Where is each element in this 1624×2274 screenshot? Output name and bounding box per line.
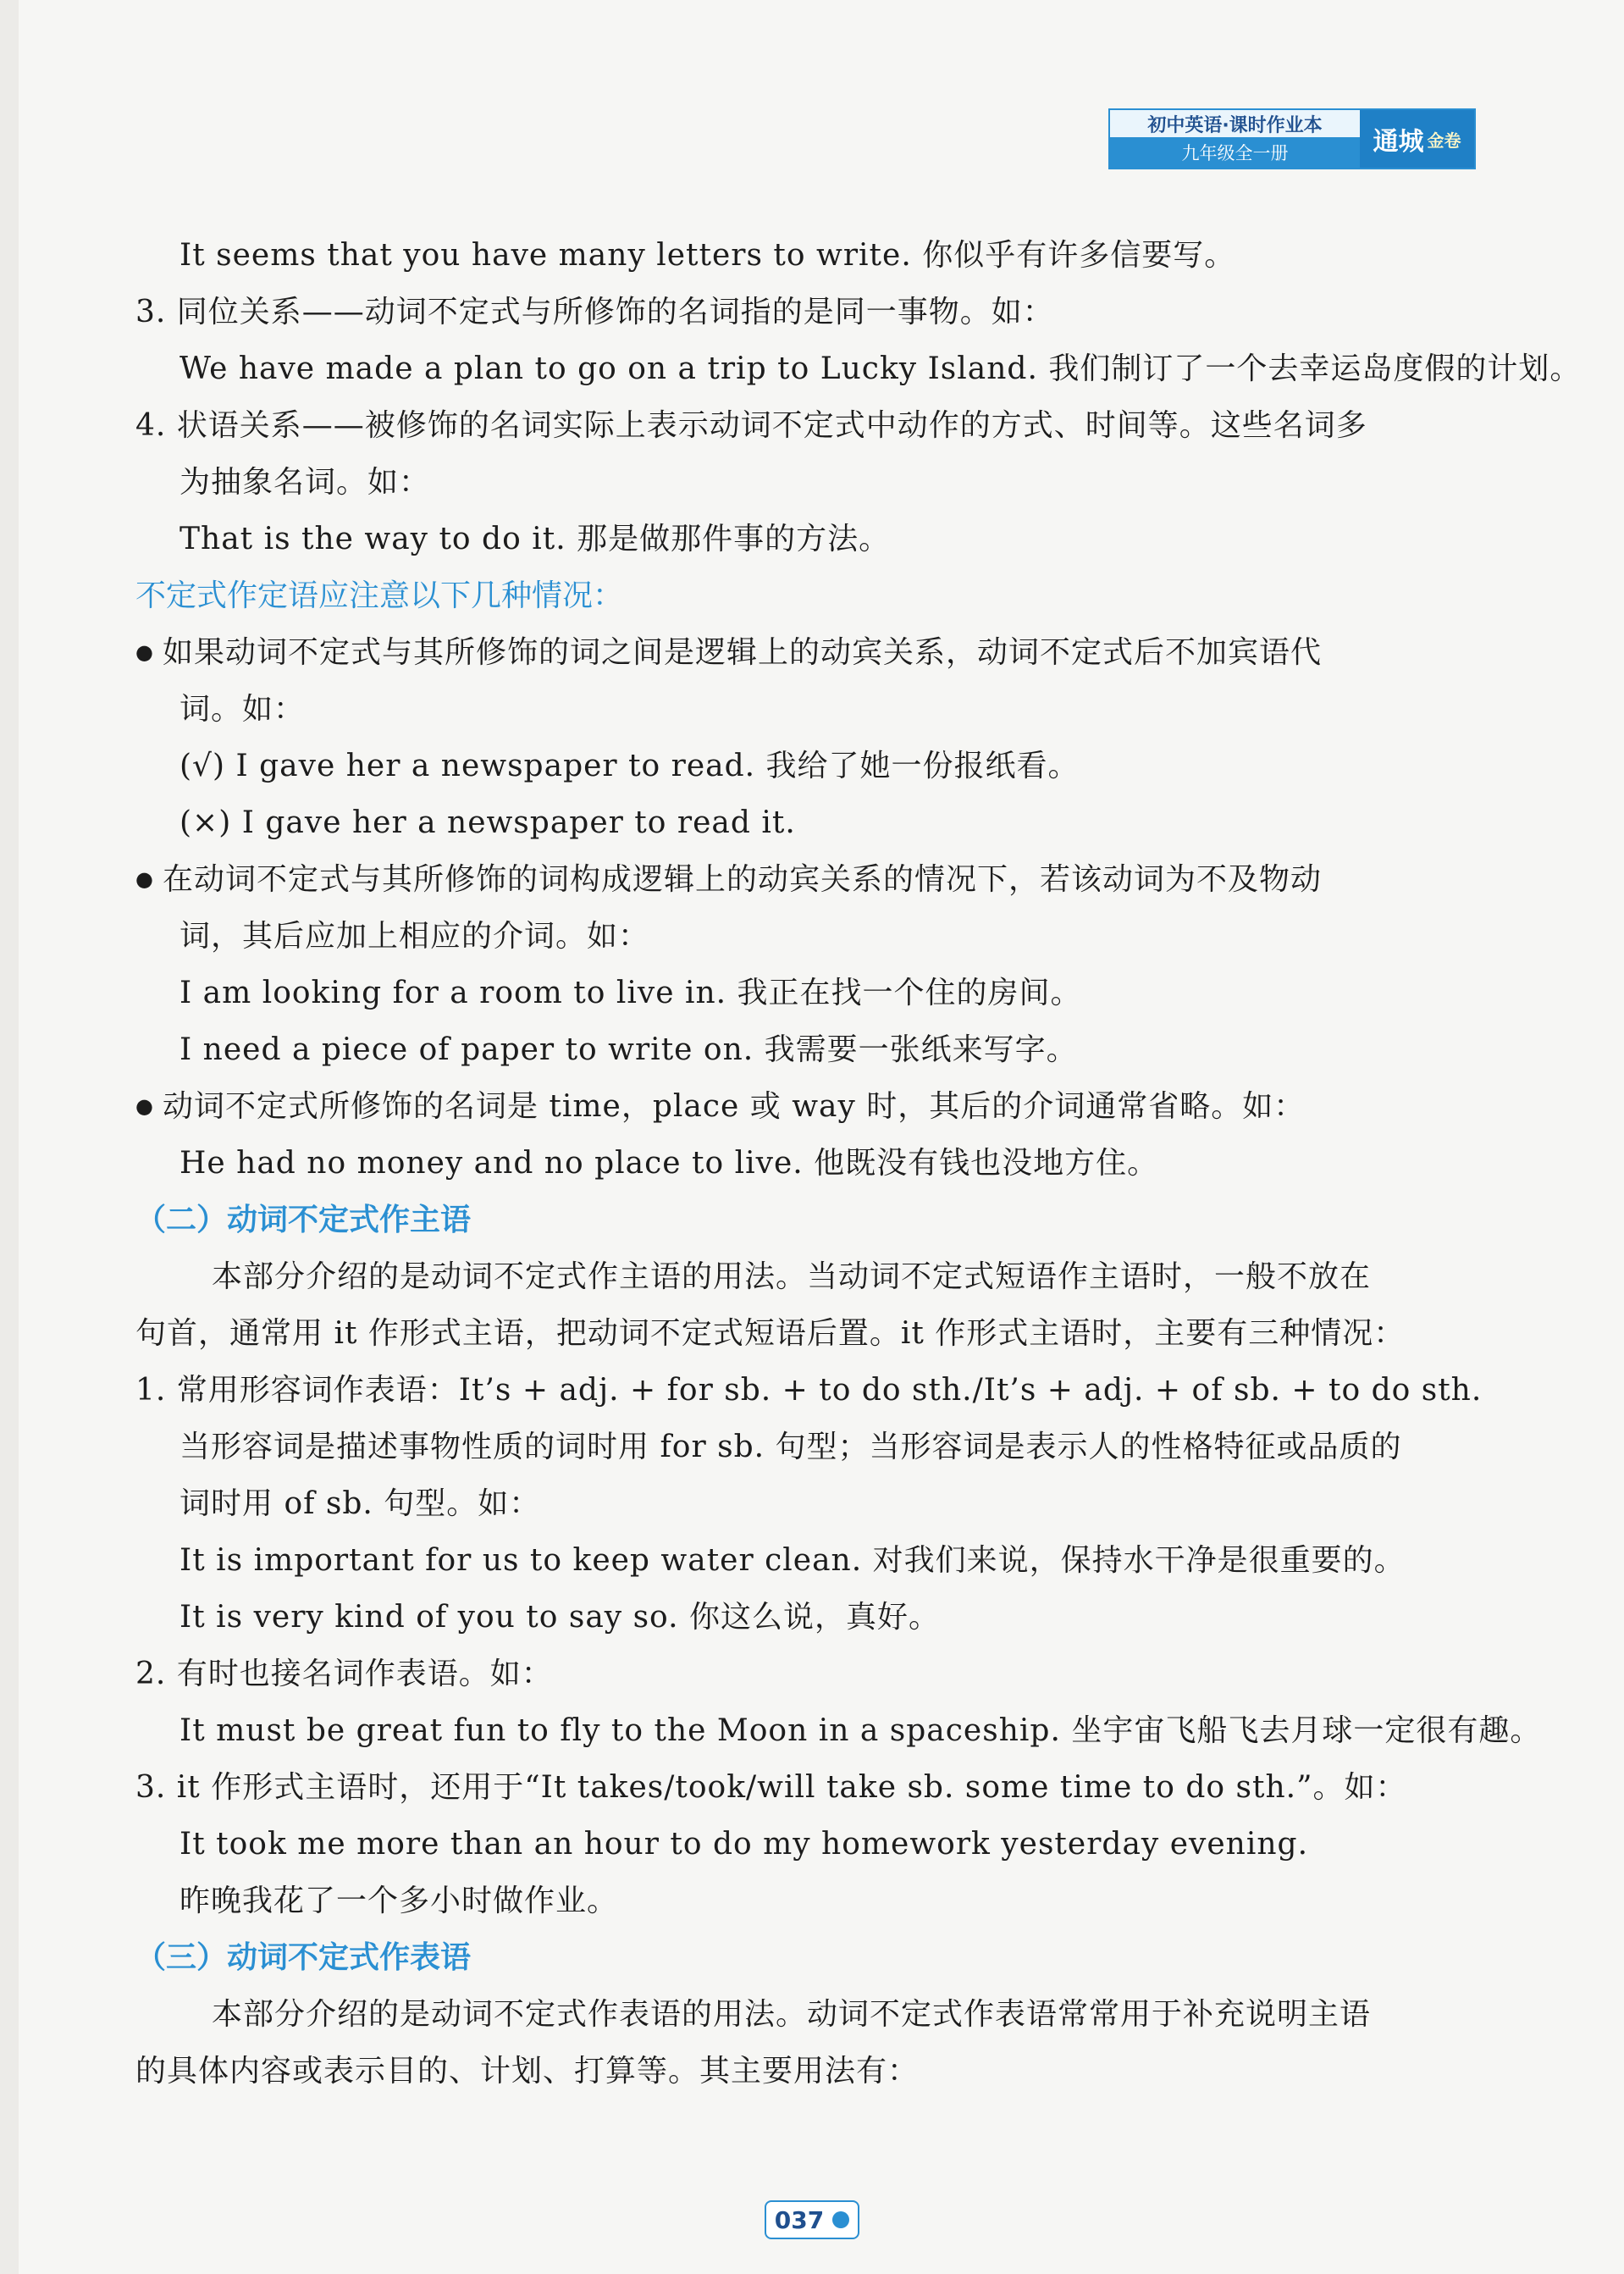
example-sentence: I am looking for a room to live in. 我正在找一个住的房间。 — [180, 976, 1082, 1010]
page-number: 037 — [765, 2200, 859, 2239]
example-wrong: (×) I gave her a newspaper to read it. — [180, 805, 796, 840]
brand-name: 通城 — [1373, 127, 1424, 157]
rule-continuation: 词时用 of sb. 句型。如： — [180, 1486, 541, 1521]
page-dot-icon — [832, 2211, 849, 2228]
example-sentence: He had no money and no place to live. 他既没有钱也没地方住。 — [180, 1146, 1159, 1181]
example-sentence: It is important for us to keep water clean. 对我们来说，保持水干净是很重要的。 — [180, 1543, 1406, 1578]
example-sentence: It must be great fun to fly to the Moon in a spaceship. 坐宇宙飞船飞去月球一定很有趣。 — [180, 1713, 1542, 1748]
example-sentence: It took me more than an hour to do my homework yesterday evening. — [180, 1827, 1309, 1862]
section-intro-continuation: 的具体内容或表示目的、计划、打算等。其主要用法有： — [135, 2054, 920, 2089]
section-heading-predicative: （三）动词不定式作表语 — [135, 1940, 472, 1975]
example-translation: 昨晚我花了一个多小时做作业。 — [180, 1884, 619, 1918]
brand-logo — [1360, 110, 1474, 168]
rule-item: 1. 常用形容词作表语：It’s + adj. + for sb. + to do sth./It’s + adj. + of sb. + to do sth. — [135, 1373, 1483, 1408]
page-body — [135, 227, 1582, 2100]
page-footer — [0, 2200, 1624, 2239]
section-intro-continuation: 句首，通常用 it 作形式主语，把动词不定式短语后置。it 作形式主语时，主要有三种情况： — [135, 1316, 1406, 1351]
rule-item: 3. it 作形式主语时，还用于“It takes/took/will take sb. some time to do sth.”。如： — [135, 1770, 1407, 1805]
bullet-continuation: 词，其后应加上相应的介词。如： — [180, 919, 650, 954]
rule-item: 2. 有时也接名词作表语。如： — [135, 1657, 553, 1691]
example-sentence: That is the way to do it. 那是做那件事的方法。 — [180, 522, 891, 556]
section-intro: 本部分介绍的是动词不定式作表语的用法。动词不定式作表语常常用于补充说明主语 — [212, 1997, 1372, 2032]
rule-continuation: 为抽象名词。如： — [180, 465, 431, 500]
brand-sub: 金卷 — [1427, 130, 1461, 151]
section-heading-subject: （二）动词不定式作主语 — [135, 1203, 472, 1237]
section-intro: 本部分介绍的是动词不定式作主语的用法。当动词不定式短语作主语时，一般不放在 — [212, 1259, 1372, 1294]
rule-item: 4. 状语关系——被修饰的名词实际上表示动词不定式中动作的方式、时间等。这些名词多 — [135, 408, 1367, 443]
example-sentence: It is very kind of you to say so. 你这么说，真好。 — [180, 1600, 940, 1635]
bullet-continuation: 词。如： — [180, 692, 306, 727]
grade-label: 九年级全一册 — [1110, 137, 1360, 168]
example-sentence: We have made a plan to go on a trip to Lucky Island. 我们制订了一个去幸运岛度假的计划。 — [180, 351, 1582, 386]
page-edge — [0, 0, 19, 2274]
bullet-point: ● 如果动词不定式与其所修饰的词之间是逻辑上的动宾关系，动词不定式后不加宾语代 — [135, 624, 1490, 681]
bullet-point: ● 在动词不定式与其所修饰的词构成逻辑上的动宾关系的情况下，若该动词为不及物动 — [135, 851, 1490, 908]
rule-item: 3. 同位关系——动词不定式与所修饰的名词指的是同一事物。如： — [135, 295, 1054, 329]
example-correct: (√) I gave her a newspaper to read. 我给了她一份报纸看。 — [180, 749, 1080, 783]
note-heading: 不定式作定语应注意以下几种情况： — [135, 578, 624, 613]
series-badge — [1108, 108, 1476, 169]
example-sentence: It seems that you have many letters to write. 你似乎有许多信要写。 — [180, 238, 1236, 273]
bullet-point: ● 动词不定式所修饰的名词是 time，place 或 way 时，其后的介词通常省略。如： — [135, 1078, 1490, 1135]
example-sentence: I need a piece of paper to write on. 我需要一张纸来写字。 — [180, 1032, 1078, 1067]
rule-explanation: 当形容词是描述事物性质的词时用 for sb. 句型；当形容词是表示人的性格特征或品质的 — [180, 1430, 1402, 1464]
series-title: 初中英语·课时作业本 — [1110, 110, 1360, 137]
